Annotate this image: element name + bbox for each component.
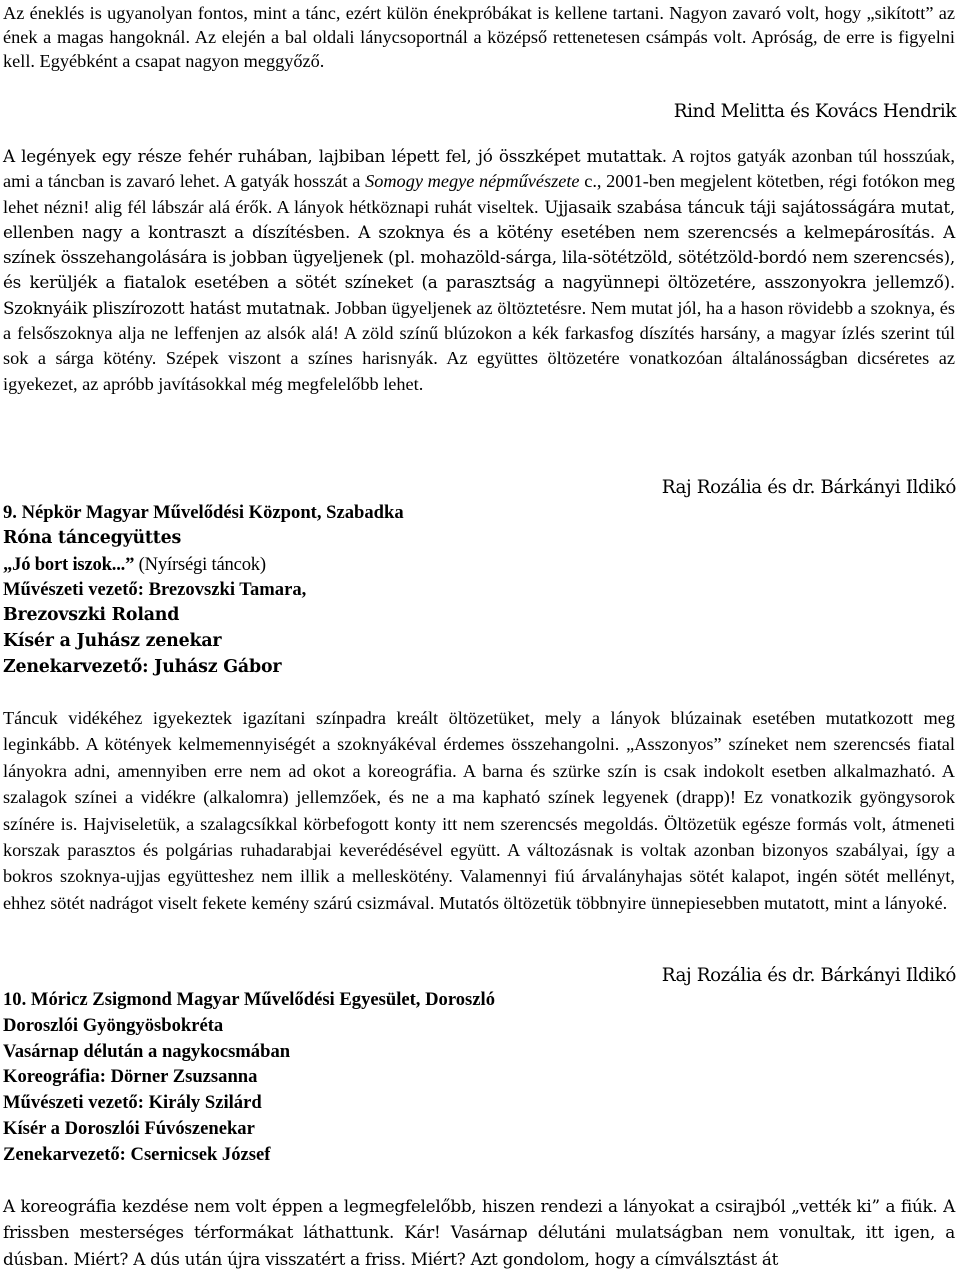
entry-9-title-bold: „Jó bort iszok...” — [3, 553, 139, 575]
text-segment: A lányok hétköznapi ruhát viseltek. — [272, 196, 539, 217]
entry-10-accompaniment: Kísér a Doroszlói Fúvószenekar — [3, 1117, 255, 1139]
signature-raj-barkanyi-2: Raj Rozália és dr. Bárkányi Ildikó — [661, 965, 956, 986]
entry-10-institution: 10. Móricz Zsigmond Magyar Művelődési Egyesület, Doroszló — [3, 989, 495, 1010]
signature-rind-kovacs: Rind Melitta és Kovács Hendrik — [673, 101, 956, 122]
entry-9-artistic-director: Művészeti vezető: Brezovszki Tamara, — [3, 579, 307, 601]
entry-9-ensemble: Róna táncegyüttes — [3, 527, 182, 548]
entry-10-choreography: Koreográfia: Dörner Zsuzsanna — [3, 1066, 258, 1088]
entry-10-heading — [3, 987, 495, 1168]
book-title-italic: Somogy megye népművészete — [365, 171, 580, 192]
entry-9-artistic-director-2: Brezovszki Roland — [3, 605, 180, 626]
entry-9-title — [3, 552, 404, 578]
paragraph-entry-10-critique — [3, 1193, 955, 1272]
signature-raj-barkanyi: Raj Rozália és dr. Bárkányi Ildikó — [661, 477, 956, 498]
text-segment: c., 2001-ben megjelent kötetben, régi fotókon meg lehet nézni! — [3, 171, 955, 217]
entry-9-band-leader: Zenekarvezető: Juhász Gábor — [3, 656, 282, 677]
entry-9-heading — [3, 500, 404, 681]
paragraph-costume-critique — [3, 144, 955, 397]
paragraph-singing-critique — [3, 1, 955, 74]
text-segment: A rojtos gatyák azonban túl hosszúak, ami a táncban is zavaró lehet. A gatyák hosszát a — [3, 146, 955, 192]
text-segment: Jobban ügyeljenek az öltöztetésre. Nem mutat jól, ha a hason rövidebb a szoknya, és a felsőszoknya alja ne leffenjen az alsók alá! A zöld színű blúzokon a kék farkasfog díszítés harsány, a magyar ízlés szerint túl sok a sárga kötény. Szépek viszont a színes harisnyák. Az együttes öltözetére vonatkozóan általánosságban dicséretes az igyekezet, az apróbb javításokkal még megfelelőbb lehet. — [3, 297, 955, 394]
text-segment: Ujjasaik szabása táncuk táji sajátosságára mutat, ellenben nagy a kontraszt a díszítésben. A szoknya és a kötény esetében nem szerencsés a kelmepárosítás. A színek összehangolására is jobban ügyeljenek (pl. mohazöld-sárga, lila-sötétzöld, sötétzöld-bordó nem szerencsés), és kerüljék a fiatalok esetében a sötét színeket (a parasztság a nagyünnepi öltözetére, asszonyokra jellemző). Szoknyáik pliszírozott hatást mutatnak. — [3, 196, 955, 318]
paragraph-entry-9-critique — [3, 705, 955, 916]
entry-9-accompaniment: Kísér a Juhász zenekar — [3, 630, 222, 651]
text-segment: alig fél lábszár alá érők. — [94, 196, 273, 217]
entry-9-institution: 9. Népkör Magyar Művelődési Központ, Szabadka — [3, 502, 404, 523]
entry-10-band-leader: Zenekarvezető: Csernicsek József — [3, 1143, 271, 1165]
entry-10-ensemble: Doroszlói Gyöngyösbokréta — [3, 1014, 224, 1036]
paragraph-text: A koreográfia kezdése nem volt éppen a legmegfelelőbb, hiszen rendezi a lányokat a csirajból „vették ki” a fiúk. A frissben mesterséges térformákat láthattunk. Kár! Vasárnap délutáni mulatságban nem vonultak, itt igen, a dúsban. Miért? A dús után újra visszatért a friss. Miért? Azt gondolom, hogy a címválsztást át — [3, 1196, 955, 1269]
entry-10-artistic-director: Művészeti vezető: Király Szilárd — [3, 1092, 262, 1114]
entry-10-title: Vasárnap délután a nagykocsmában — [3, 1040, 291, 1062]
paragraph-text: Táncuk vidékéhez igyekeztek igazítani színpadra kreált öltözetüket, mely a lányok blúzainak esetében mutatkozott meg leginkább. A kötények kelmemennyiségét a szoknyákéval érdemes összehangolni. „Asszonyos” színeket nem szerencsés fiatal lányokra adni, amennyiben erre nem ad okot a koreográfia. A barna és szürke szín is csak indokolt esetben alkalmazható. A szalagok színei a vidékre (alkalomra) jellemzőek, és ne a ma kapható színek legyenek (drapp)! Ez vonatkozik gyöngysorok színére is. Hajviseletük, a szalagcsíkkal körbefogott konty itt nem szerencsés megoldás. Öltözetük egésze formás volt, átmeneti korszak parasztos és polgárias ruhadarabjai keverédésével együtt. A változásnak is voltak azonban bizonyos szabályai, így a bokros szoknya-ujjas együtteshez nem illik a melleskötény. Valamennyi fiú árvalányhajas sötét kalapot, ingén sötét mellényt, ehhez sötét nadrágot viselt fekete kemény szárú csizmával. Mutatós öltözetük többnyire ünnepiesebben mutatott, mint a lányoké. — [3, 708, 955, 913]
text-segment: A legények egy része fehér ruhában, lajbiban lépett fel, jó összképet mutattak. — [3, 146, 667, 166]
paragraph-text: Az éneklés is ugyanolyan fontos, mint a tánc, ezért külön énekpróbákat is kellene tartani. Nagyon zavaró volt, hogy „sikított” az ének a magas hangoknál. Az elején a bal oldali lánycsoportnál a középső rettenetesen csámpás volt. Apróság, de erre is figyelni kell. Egyébként a csapat nagyon meggyőző. — [3, 3, 955, 72]
entry-9-title-subtitle: (Nyírségi táncok) — [138, 553, 266, 575]
